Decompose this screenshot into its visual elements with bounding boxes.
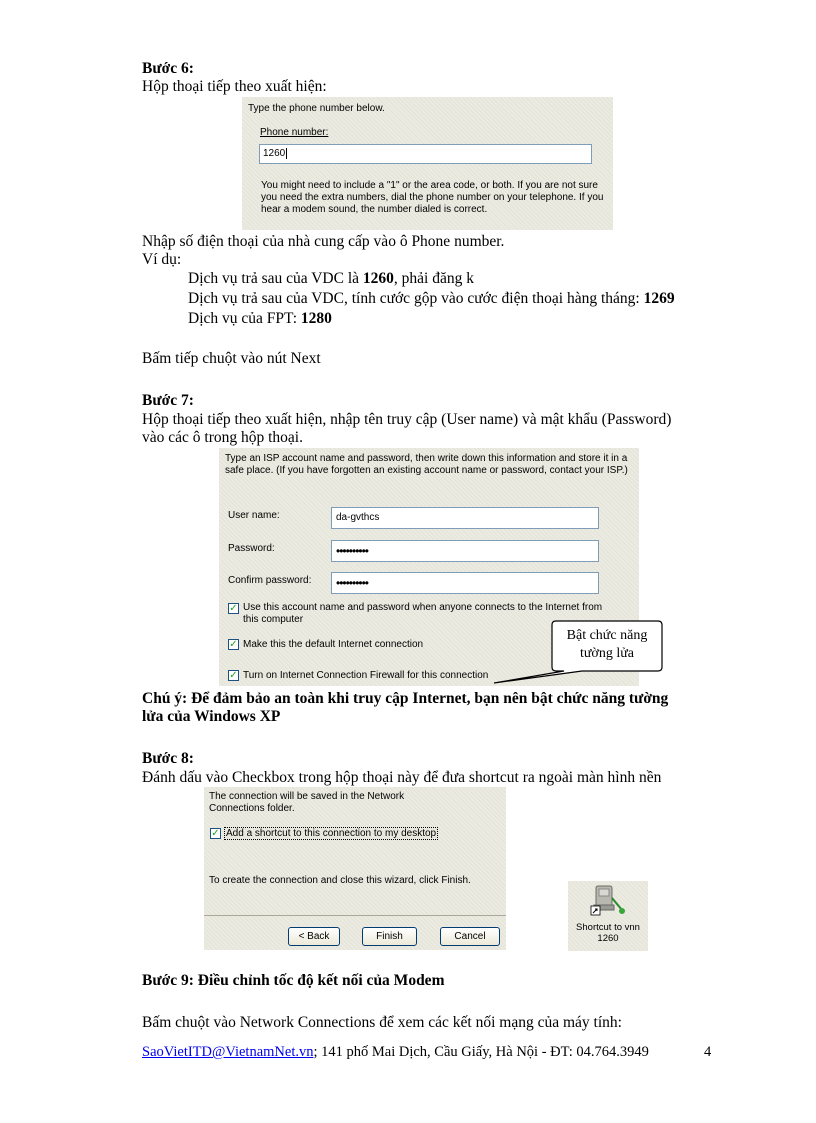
use-account-checkbox[interactable] xyxy=(228,603,239,614)
phone-label: Phone number: xyxy=(260,127,329,138)
firewall-checkbox[interactable] xyxy=(228,670,239,681)
example-1-text: Dịch vụ trả sau của VDC là xyxy=(188,270,363,287)
user-name-input[interactable] xyxy=(331,507,599,529)
step7-heading: Bước 7: xyxy=(142,392,194,409)
add-shortcut-label: Add a shortcut to this connection to my desktop xyxy=(226,828,437,839)
saved-text-line1: The connection will be saved in the Network xyxy=(209,791,405,802)
use-account-label-line1: Use this account name and password when anyone connects to the Internet from xyxy=(243,602,603,613)
step6-after: Nhập số điện thoại của nhà cung cấp vào ô Phone number. xyxy=(142,233,505,250)
finish-instruction: To create the connection and close this wizard, click Finish. xyxy=(209,875,471,886)
phone-hint-line3: hear a modem sound, the number dialed is correct. xyxy=(261,204,488,215)
firewall-label: Turn on Internet Connection Firewall for this connection xyxy=(243,670,489,681)
example-1-number: 1260 xyxy=(362,270,394,287)
example-2-number: 1269 xyxy=(643,290,675,307)
user-name-label: User name: xyxy=(228,510,280,521)
note-line2: lửa của Windows XP xyxy=(142,708,281,725)
saved-text xyxy=(209,791,404,815)
phone-number-input[interactable] xyxy=(259,144,592,164)
back-button[interactable]: < Back xyxy=(288,927,340,946)
shortcut-caption-line1: Shortcut to vnn xyxy=(576,922,640,933)
example-label: Ví dụ: xyxy=(142,251,182,268)
user-name-value: da-gvthcs xyxy=(336,512,380,523)
example-2-text: Dịch vụ trả sau của VDC, tính cước gộp vào cước điện thoại hàng tháng: xyxy=(188,290,644,307)
example-3-number: 1280 xyxy=(300,310,332,327)
password-input[interactable] xyxy=(331,540,599,562)
shortcut-caption xyxy=(568,922,648,944)
finish-dialog xyxy=(204,787,506,950)
example-2 xyxy=(188,290,675,308)
button-divider xyxy=(204,915,506,916)
checkmark-icon: ✓ xyxy=(229,639,238,650)
callout-line1: Bật chức năng xyxy=(566,628,648,643)
password-label: Password: xyxy=(228,543,275,554)
checkmark-icon: ✓ xyxy=(211,828,220,839)
isp-description-line1: Type an ISP account name and password, then write down this information and store it in a xyxy=(225,453,628,464)
example-1-suffix: , phải đăng k xyxy=(393,270,474,287)
cancel-button[interactable]: Cancel xyxy=(440,927,500,946)
footer xyxy=(142,1043,649,1061)
phone-hint-line2: you need the extra numbers, dial the phone number on your telephone. If you xyxy=(261,192,604,203)
confirm-password-input[interactable] xyxy=(331,572,599,594)
checkmark-icon: ✓ xyxy=(229,603,238,614)
example-3 xyxy=(188,310,332,328)
step9-heading: Bước 9: Điều chỉnh tốc độ kết nối của Modem xyxy=(142,972,445,989)
step6-heading: Bước 6: xyxy=(142,60,194,77)
finish-button[interactable]: Finish xyxy=(362,927,417,946)
phone-hint-line1: You might need to include a "1" or the area code, or both. If you are not sure xyxy=(261,180,598,191)
callout-text xyxy=(552,627,662,663)
step7-intro-line1: Hộp thoại tiếp theo xuất hiện, nhập tên truy cập (User name) và mật khẩu (Password) xyxy=(142,411,672,428)
desktop-shortcut[interactable] xyxy=(568,881,648,951)
step6-next: Bấm tiếp chuột vào nút Next xyxy=(142,350,321,367)
step8-heading: Bước 8: xyxy=(142,750,194,767)
footer-email-link[interactable]: SaoVietITD@VietnamNet.vn xyxy=(142,1044,314,1060)
example-1 xyxy=(188,270,474,288)
confirm-password-value: •••••••••• xyxy=(336,576,369,590)
step7-intro-line2: vào các ô trong hộp thoại. xyxy=(142,429,303,446)
phone-number-dialog xyxy=(242,97,613,230)
note-line1: Chú ý: Để đảm bảo an toàn khi truy cập Internet, bạn nên bật chức năng tường xyxy=(142,690,669,707)
confirm-password-label: Confirm password: xyxy=(228,575,312,586)
callout-line2: tường lửa xyxy=(579,646,635,661)
footer-address: ; 141 phố Mai Dịch, Cầu Giấy, Hà Nội - ĐT: 04.764.3949 xyxy=(313,1044,649,1060)
page-number: 4 xyxy=(704,1044,712,1060)
phone-number-value: 1260 xyxy=(263,148,286,159)
phone-hint xyxy=(261,180,603,216)
phone-instruction: Type the phone number below. xyxy=(248,103,385,114)
step9-text: Bấm chuột vào Network Connections để xem các kết nối mạng của máy tính: xyxy=(142,1014,622,1031)
step6-intro: Hộp thoại tiếp theo xuất hiện: xyxy=(142,78,327,95)
add-shortcut-checkbox[interactable] xyxy=(210,828,221,839)
example-3-text: Dịch vụ của FPT: xyxy=(188,310,301,327)
isp-description xyxy=(225,453,628,477)
password-value: •••••••••• xyxy=(336,544,369,558)
saved-text-line2: Connections folder. xyxy=(209,803,295,814)
shortcut-caption-line2: 1260 xyxy=(597,933,619,944)
default-connection-checkbox[interactable] xyxy=(228,639,239,650)
checkmark-icon: ✓ xyxy=(229,670,238,681)
default-connection-label: Make this the default Internet connection xyxy=(243,639,424,650)
step8-intro: Đánh dấu vào Checkbox trong hộp thoại này để đưa shortcut ra ngoài màn hình nền xyxy=(142,769,662,786)
isp-description-line2: safe place. (If you have forgotten an existing account name or password, contact your ISP.) xyxy=(225,465,628,476)
use-account-label-line2: this computer xyxy=(243,614,304,625)
network-shortcut-icon xyxy=(590,884,626,918)
